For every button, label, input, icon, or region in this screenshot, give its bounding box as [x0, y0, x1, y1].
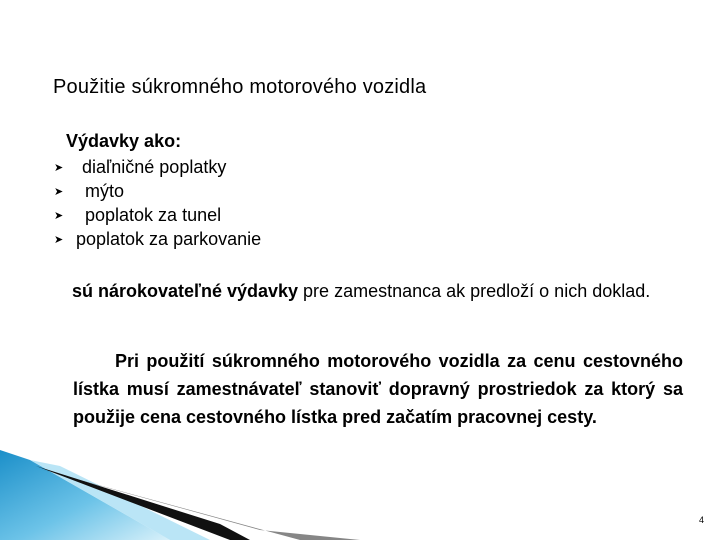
arrowhead-bullet-icon: ➤ — [54, 210, 64, 222]
arrowhead-bullet-icon: ➤ — [54, 162, 64, 174]
ticket-price-rule: Pri použití súkromného motorového vozidla za cenu cestovného lístka musí zamestnávateľ stanoviť dopravný prostriedok za ktorý sa použije cena cestovného lístka pred začatím pracovnej cesty. — [73, 351, 683, 427]
list-item-label: mýto — [85, 181, 125, 201]
list-item — [54, 205, 221, 229]
arrowhead-bullet-icon: ➤ — [54, 186, 64, 198]
reimbursable-note-bold: sú nárokovateľné výdavky — [72, 281, 299, 301]
list-item — [54, 229, 261, 253]
page-number: 4 — [698, 515, 704, 525]
slide-title: Použitie súkromného motorového vozidla — [53, 76, 427, 98]
arrowhead-bullet-icon: ➤ — [54, 234, 64, 246]
expenses-intro: Výdavky ako: — [66, 131, 182, 151]
reimbursable-note-text: pre zamestnanca ak predloží o nich doklad. — [298, 281, 651, 301]
list-item-label: diaľničné poplatky — [82, 157, 227, 177]
list-item-label: poplatok za tunel — [85, 205, 222, 225]
decorative-corner-shape — [0, 450, 720, 540]
list-item — [54, 181, 124, 205]
list-item-label: poplatok za parkovanie — [76, 229, 262, 249]
list-item — [54, 157, 226, 181]
reimbursable-note — [72, 279, 672, 303]
